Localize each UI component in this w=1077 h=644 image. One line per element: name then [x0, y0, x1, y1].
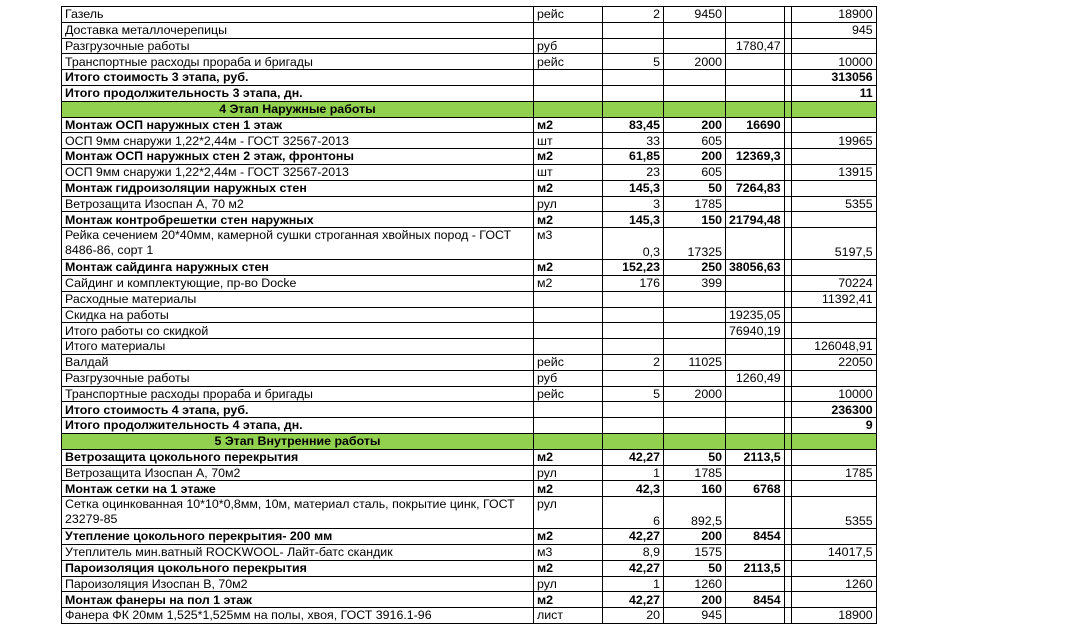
- row-unit-cell[interactable]: м2: [534, 180, 603, 196]
- row-qty-cell[interactable]: [603, 38, 664, 54]
- row-material-cost-cell[interactable]: 313056: [791, 70, 876, 86]
- row-name-cell[interactable]: Итого материалы: [62, 339, 534, 355]
- row-spacer-cell[interactable]: [784, 180, 791, 196]
- row-price-cell[interactable]: [664, 370, 726, 386]
- row-material-cost-cell[interactable]: 5197,5: [791, 228, 876, 260]
- row-unit-cell[interactable]: [534, 291, 603, 307]
- row-price-cell[interactable]: [664, 22, 726, 38]
- row-spacer-cell[interactable]: [784, 291, 791, 307]
- summary-row: [62, 418, 877, 434]
- table-row: [62, 291, 877, 307]
- row-work-cost-cell[interactable]: 16690: [726, 117, 785, 133]
- row-name-cell[interactable]: Фанера ФК 20мм 1,525*1,525мм на полы, хвоя, ГОСТ 3916.1-96: [62, 608, 534, 624]
- summary-row: [62, 117, 877, 133]
- row-name-cell[interactable]: Доставка металлочерепицы: [62, 22, 534, 38]
- row-work-cost-cell[interactable]: [726, 418, 785, 434]
- row-unit-cell[interactable]: шт: [534, 164, 603, 180]
- row-unit-cell[interactable]: рейс: [534, 7, 603, 23]
- row-qty-cell[interactable]: 176: [603, 275, 664, 291]
- row-spacer-cell[interactable]: [784, 307, 791, 323]
- row-name-cell[interactable]: Расходные материалы: [62, 291, 534, 307]
- row-unit-cell[interactable]: шт: [534, 133, 603, 149]
- row-material-cost-cell[interactable]: [791, 260, 876, 276]
- row-material-cost-cell[interactable]: 945: [791, 22, 876, 38]
- row-spacer-cell[interactable]: [784, 370, 791, 386]
- section-empty-cell[interactable]: [726, 101, 785, 117]
- row-price-cell[interactable]: [664, 38, 726, 54]
- row-qty-cell[interactable]: 145,3: [603, 212, 664, 228]
- row-work-cost-cell[interactable]: [726, 22, 785, 38]
- row-work-cost-cell[interactable]: 8454: [726, 592, 785, 608]
- row-unit-cell[interactable]: рул: [534, 465, 603, 481]
- row-work-cost-cell[interactable]: [726, 402, 785, 418]
- row-spacer-cell[interactable]: [784, 402, 791, 418]
- row-name-cell[interactable]: Валдай: [62, 354, 534, 370]
- table-row: [62, 22, 877, 38]
- row-qty-cell[interactable]: 20: [603, 608, 664, 624]
- row-work-cost-cell[interactable]: [726, 576, 785, 592]
- row-qty-cell[interactable]: 5: [603, 386, 664, 402]
- row-name-cell[interactable]: Итого работы со скидкой: [62, 323, 534, 339]
- table-row: [62, 465, 877, 481]
- row-work-cost-cell[interactable]: [726, 275, 785, 291]
- row-work-cost-cell[interactable]: [726, 133, 785, 149]
- table-row: [62, 386, 877, 402]
- row-work-cost-cell[interactable]: [726, 54, 785, 70]
- table-row: [62, 228, 877, 260]
- row-price-cell[interactable]: 200: [664, 529, 726, 545]
- section-empty-cell[interactable]: [534, 101, 603, 117]
- row-unit-cell[interactable]: м3: [534, 544, 603, 560]
- row-name-cell[interactable]: ОСП 9мм снаружи 1,22*2,44м - ГОСТ 32567-2013: [62, 164, 534, 180]
- row-unit-cell[interactable]: [534, 307, 603, 323]
- row-material-cost-cell[interactable]: 10000: [791, 54, 876, 70]
- row-spacer-cell[interactable]: [784, 354, 791, 370]
- row-work-cost-cell[interactable]: 19235,05: [726, 307, 785, 323]
- row-unit-cell[interactable]: руб: [534, 370, 603, 386]
- summary-row: [62, 212, 877, 228]
- row-spacer-cell[interactable]: [784, 529, 791, 545]
- row-price-cell[interactable]: [664, 402, 726, 418]
- row-spacer-cell[interactable]: [784, 85, 791, 101]
- row-qty-cell[interactable]: [603, 85, 664, 101]
- row-material-cost-cell[interactable]: 22050: [791, 354, 876, 370]
- row-spacer-cell[interactable]: [784, 592, 791, 608]
- row-spacer-cell[interactable]: [784, 465, 791, 481]
- row-price-cell[interactable]: 1575: [664, 544, 726, 560]
- row-name-cell[interactable]: Рейка сечением 20*40мм, камерной сушки строганная хвойных пород - ГОСТ 8486-86, сорт 1: [62, 228, 534, 260]
- row-work-cost-cell[interactable]: [726, 85, 785, 101]
- row-name-cell[interactable]: Итого продолжительность 3 этапа, дн.: [62, 85, 534, 101]
- row-qty-cell[interactable]: 23: [603, 164, 664, 180]
- row-qty-cell[interactable]: [603, 339, 664, 355]
- row-work-cost-cell[interactable]: 2113,5: [726, 560, 785, 576]
- row-name-cell[interactable]: Транспортные расходы прораба и бригады: [62, 386, 534, 402]
- row-work-cost-cell[interactable]: 1260,49: [726, 370, 785, 386]
- row-price-cell[interactable]: 250: [664, 260, 726, 276]
- row-material-cost-cell[interactable]: [791, 529, 876, 545]
- row-name-cell[interactable]: Газель: [62, 7, 534, 23]
- row-work-cost-cell[interactable]: [726, 497, 785, 529]
- row-spacer-cell[interactable]: [784, 149, 791, 165]
- row-name-cell[interactable]: Ветрозащита цокольного перекрытия: [62, 449, 534, 465]
- row-qty-cell[interactable]: 2: [603, 7, 664, 23]
- row-name-cell[interactable]: Разгрузочные работы: [62, 370, 534, 386]
- row-unit-cell[interactable]: рул: [534, 497, 603, 529]
- row-name-cell[interactable]: Монтаж сайдинга наружных стен: [62, 260, 534, 276]
- row-unit-cell[interactable]: м2: [534, 481, 603, 497]
- row-work-cost-cell[interactable]: 38056,63: [726, 260, 785, 276]
- row-price-cell[interactable]: [664, 323, 726, 339]
- row-material-cost-cell[interactable]: 1260: [791, 576, 876, 592]
- row-spacer-cell[interactable]: [784, 481, 791, 497]
- row-price-cell[interactable]: 11025: [664, 354, 726, 370]
- row-qty-cell[interactable]: [603, 370, 664, 386]
- row-unit-cell[interactable]: м2: [534, 212, 603, 228]
- row-qty-cell[interactable]: 42,3: [603, 481, 664, 497]
- row-work-cost-cell[interactable]: [726, 291, 785, 307]
- row-price-cell[interactable]: [664, 339, 726, 355]
- row-price-cell[interactable]: 1785: [664, 196, 726, 212]
- row-material-cost-cell[interactable]: [791, 449, 876, 465]
- row-material-cost-cell[interactable]: [791, 180, 876, 196]
- row-spacer-cell[interactable]: [784, 386, 791, 402]
- row-name-cell[interactable]: Пароизоляция Изоспан В, 70м2: [62, 576, 534, 592]
- row-spacer-cell[interactable]: [784, 608, 791, 624]
- row-unit-cell[interactable]: м2: [534, 275, 603, 291]
- row-material-cost-cell[interactable]: [791, 481, 876, 497]
- row-material-cost-cell[interactable]: [791, 307, 876, 323]
- summary-row: [62, 180, 877, 196]
- table-row: [62, 38, 877, 54]
- row-price-cell[interactable]: 200: [664, 117, 726, 133]
- row-qty-cell[interactable]: [603, 418, 664, 434]
- row-name-cell[interactable]: Монтаж фанеры на пол 1 этаж: [62, 592, 534, 608]
- table-row: [62, 576, 877, 592]
- row-qty-cell[interactable]: 42,27: [603, 529, 664, 545]
- row-work-cost-cell[interactable]: 21794,48: [726, 212, 785, 228]
- row-spacer-cell[interactable]: [784, 497, 791, 529]
- summary-row: [62, 560, 877, 576]
- row-work-cost-cell[interactable]: 7264,83: [726, 180, 785, 196]
- row-unit-cell[interactable]: [534, 70, 603, 86]
- row-unit-cell[interactable]: м3: [534, 228, 603, 260]
- row-work-cost-cell[interactable]: 12369,3: [726, 149, 785, 165]
- row-qty-cell[interactable]: 145,3: [603, 180, 664, 196]
- row-material-cost-cell[interactable]: [791, 323, 876, 339]
- row-spacer-cell[interactable]: [784, 22, 791, 38]
- table-row: [62, 370, 877, 386]
- row-work-cost-cell[interactable]: 6768: [726, 481, 785, 497]
- row-material-cost-cell[interactable]: [791, 592, 876, 608]
- row-spacer-cell[interactable]: [784, 339, 791, 355]
- row-qty-cell[interactable]: 2: [603, 354, 664, 370]
- section-empty-cell[interactable]: [534, 433, 603, 449]
- table-row: [62, 133, 877, 149]
- row-qty-cell[interactable]: [603, 70, 664, 86]
- row-price-cell[interactable]: 160: [664, 481, 726, 497]
- row-work-cost-cell[interactable]: 8454: [726, 529, 785, 545]
- row-spacer-cell[interactable]: [784, 544, 791, 560]
- row-price-cell[interactable]: 945: [664, 608, 726, 624]
- summary-row: [62, 592, 877, 608]
- row-spacer-cell[interactable]: [784, 212, 791, 228]
- section-empty-cell[interactable]: [791, 101, 876, 117]
- row-qty-cell[interactable]: 8,9: [603, 544, 664, 560]
- row-unit-cell[interactable]: [534, 418, 603, 434]
- row-price-cell[interactable]: [664, 307, 726, 323]
- summary-row: [62, 85, 877, 101]
- row-price-cell[interactable]: 200: [664, 149, 726, 165]
- row-name-cell[interactable]: Скидка на работы: [62, 307, 534, 323]
- row-price-cell[interactable]: 50: [664, 180, 726, 196]
- table-row: [62, 323, 877, 339]
- row-unit-cell[interactable]: руб: [534, 38, 603, 54]
- row-material-cost-cell[interactable]: [791, 117, 876, 133]
- row-unit-cell[interactable]: [534, 323, 603, 339]
- row-unit-cell[interactable]: м2: [534, 149, 603, 165]
- row-material-cost-cell[interactable]: 11392,41: [791, 291, 876, 307]
- row-unit-cell[interactable]: м2: [534, 260, 603, 276]
- row-name-cell[interactable]: Сайдинг и комплектующие, пр-во Docke: [62, 275, 534, 291]
- row-price-cell[interactable]: 892,5: [664, 497, 726, 529]
- row-qty-cell[interactable]: 61,85: [603, 149, 664, 165]
- row-price-cell[interactable]: [664, 70, 726, 86]
- summary-row: [62, 449, 877, 465]
- table-row: [62, 307, 877, 323]
- row-name-cell[interactable]: Монтаж гидроизоляции наружных стен: [62, 180, 534, 196]
- row-material-cost-cell[interactable]: [791, 212, 876, 228]
- row-qty-cell[interactable]: 42,27: [603, 560, 664, 576]
- row-work-cost-cell[interactable]: [726, 196, 785, 212]
- row-spacer-cell[interactable]: [784, 418, 791, 434]
- row-qty-cell[interactable]: 152,23: [603, 260, 664, 276]
- row-price-cell[interactable]: 200: [664, 592, 726, 608]
- row-unit-cell[interactable]: рейс: [534, 386, 603, 402]
- section-empty-cell[interactable]: [664, 101, 726, 117]
- row-spacer-cell[interactable]: [784, 228, 791, 260]
- section-header-row: [62, 433, 877, 449]
- row-material-cost-cell[interactable]: 70224: [791, 275, 876, 291]
- table-row: [62, 544, 877, 560]
- row-unit-cell[interactable]: рул: [534, 576, 603, 592]
- section-empty-cell[interactable]: [603, 101, 664, 117]
- row-work-cost-cell[interactable]: 76940,19: [726, 323, 785, 339]
- row-price-cell[interactable]: 150: [664, 212, 726, 228]
- row-name-cell[interactable]: Утепление цокольного перекрытия- 200 мм: [62, 529, 534, 545]
- row-spacer-cell[interactable]: [784, 117, 791, 133]
- row-name-cell[interactable]: Пароизоляция цокольного перекрытия: [62, 560, 534, 576]
- row-work-cost-cell[interactable]: [726, 386, 785, 402]
- row-spacer-cell[interactable]: [784, 164, 791, 180]
- row-work-cost-cell[interactable]: [726, 70, 785, 86]
- summary-row: [62, 149, 877, 165]
- summary-row: [62, 481, 877, 497]
- row-material-cost-cell[interactable]: 9: [791, 418, 876, 434]
- row-price-cell[interactable]: 1785: [664, 465, 726, 481]
- row-material-cost-cell[interactable]: 19965: [791, 133, 876, 149]
- row-name-cell[interactable]: Ветрозащита Изоспан А, 70 м2: [62, 196, 534, 212]
- row-spacer-cell[interactable]: [784, 260, 791, 276]
- row-name-cell[interactable]: Утеплитель мин.ватный ROCKWOOL- Лайт-батс скандик: [62, 544, 534, 560]
- row-price-cell[interactable]: [664, 291, 726, 307]
- row-material-cost-cell[interactable]: 236300: [791, 402, 876, 418]
- row-unit-cell[interactable]: м2: [534, 529, 603, 545]
- row-qty-cell[interactable]: [603, 22, 664, 38]
- section-empty-cell[interactable]: [784, 433, 791, 449]
- row-unit-cell[interactable]: [534, 339, 603, 355]
- row-work-cost-cell[interactable]: [726, 228, 785, 260]
- row-price-cell[interactable]: 9450: [664, 7, 726, 23]
- row-price-cell[interactable]: 2000: [664, 386, 726, 402]
- row-price-cell[interactable]: [664, 85, 726, 101]
- row-name-cell[interactable]: Сетка оцинкованная 10*10*0,8мм, 10м, материал сталь, покрытие цинк, ГОСТ 23279-85: [62, 497, 534, 529]
- row-name-cell[interactable]: Монтаж ОСП наружных стен 1 этаж: [62, 117, 534, 133]
- row-material-cost-cell[interactable]: 11: [791, 85, 876, 101]
- row-material-cost-cell[interactable]: [791, 560, 876, 576]
- row-spacer-cell[interactable]: [784, 38, 791, 54]
- row-name-cell[interactable]: Монтаж ОСП наружных стен 2 этаж, фронтоны: [62, 149, 534, 165]
- row-work-cost-cell[interactable]: [726, 164, 785, 180]
- row-price-cell[interactable]: 605: [664, 164, 726, 180]
- row-spacer-cell[interactable]: [784, 7, 791, 23]
- row-qty-cell[interactable]: 83,45: [603, 117, 664, 133]
- summary-row: [62, 70, 877, 86]
- row-work-cost-cell[interactable]: [726, 339, 785, 355]
- row-work-cost-cell[interactable]: 2113,5: [726, 449, 785, 465]
- row-qty-cell[interactable]: 42,27: [603, 449, 664, 465]
- row-price-cell[interactable]: [664, 418, 726, 434]
- row-qty-cell[interactable]: 6: [603, 497, 664, 529]
- row-name-cell[interactable]: Монтаж контробрешетки стен наружных: [62, 212, 534, 228]
- row-work-cost-cell[interactable]: [726, 354, 785, 370]
- row-unit-cell[interactable]: м2: [534, 592, 603, 608]
- row-unit-cell[interactable]: м2: [534, 560, 603, 576]
- section-empty-cell[interactable]: [784, 101, 791, 117]
- row-material-cost-cell[interactable]: 10000: [791, 386, 876, 402]
- row-unit-cell[interactable]: м2: [534, 449, 603, 465]
- row-unit-cell[interactable]: рул: [534, 196, 603, 212]
- row-price-cell[interactable]: 399: [664, 275, 726, 291]
- table-row: [62, 497, 877, 529]
- summary-row: [62, 402, 877, 418]
- row-qty-cell[interactable]: [603, 323, 664, 339]
- table-row: [62, 164, 877, 180]
- row-price-cell[interactable]: 17325: [664, 228, 726, 260]
- row-material-cost-cell[interactable]: 18900: [791, 7, 876, 23]
- row-spacer-cell[interactable]: [784, 576, 791, 592]
- row-material-cost-cell[interactable]: 14017,5: [791, 544, 876, 560]
- row-unit-cell[interactable]: [534, 85, 603, 101]
- row-material-cost-cell[interactable]: [791, 370, 876, 386]
- row-name-cell[interactable]: Итого продолжительность 4 этапа, дн.: [62, 418, 534, 434]
- row-spacer-cell[interactable]: [784, 275, 791, 291]
- section-empty-cell[interactable]: [791, 433, 876, 449]
- table-row: [62, 7, 877, 23]
- row-unit-cell[interactable]: рейс: [534, 54, 603, 70]
- row-price-cell[interactable]: 50: [664, 449, 726, 465]
- row-work-cost-cell[interactable]: [726, 544, 785, 560]
- row-price-cell[interactable]: 605: [664, 133, 726, 149]
- row-material-cost-cell[interactable]: [791, 149, 876, 165]
- row-work-cost-cell[interactable]: [726, 465, 785, 481]
- row-qty-cell[interactable]: 1: [603, 576, 664, 592]
- row-material-cost-cell[interactable]: 1785: [791, 465, 876, 481]
- section-header-row: [62, 101, 877, 117]
- row-price-cell[interactable]: 1260: [664, 576, 726, 592]
- estimate-table: [61, 6, 877, 624]
- section-empty-cell[interactable]: [726, 433, 785, 449]
- row-material-cost-cell[interactable]: 18900: [791, 608, 876, 624]
- row-unit-cell[interactable]: лист: [534, 608, 603, 624]
- row-unit-cell[interactable]: [534, 402, 603, 418]
- row-material-cost-cell[interactable]: [791, 38, 876, 54]
- row-spacer-cell[interactable]: [784, 449, 791, 465]
- row-price-cell[interactable]: 2000: [664, 54, 726, 70]
- row-name-cell[interactable]: Итого стоимость 4 этапа, руб.: [62, 402, 534, 418]
- row-price-cell[interactable]: 50: [664, 560, 726, 576]
- row-qty-cell[interactable]: [603, 307, 664, 323]
- row-material-cost-cell[interactable]: 5355: [791, 196, 876, 212]
- table-row: [62, 54, 877, 70]
- summary-row: [62, 260, 877, 276]
- row-qty-cell[interactable]: 5: [603, 54, 664, 70]
- row-qty-cell[interactable]: 42,27: [603, 592, 664, 608]
- row-qty-cell[interactable]: 33: [603, 133, 664, 149]
- row-unit-cell[interactable]: рейс: [534, 354, 603, 370]
- row-material-cost-cell[interactable]: 5355: [791, 497, 876, 529]
- table-row: [62, 196, 877, 212]
- row-name-cell[interactable]: Разгрузочные работы: [62, 38, 534, 54]
- row-name-cell[interactable]: Транспортные расходы прораба и бригады: [62, 54, 534, 70]
- row-name-cell[interactable]: ОСП 9мм снаружи 1,22*2,44м - ГОСТ 32567-2013: [62, 133, 534, 149]
- row-material-cost-cell[interactable]: 126048,91: [791, 339, 876, 355]
- row-qty-cell[interactable]: 3: [603, 196, 664, 212]
- row-name-cell[interactable]: Монтаж сетки на 1 этаже: [62, 481, 534, 497]
- row-spacer-cell[interactable]: [784, 54, 791, 70]
- row-unit-cell[interactable]: м2: [534, 117, 603, 133]
- row-spacer-cell[interactable]: [784, 560, 791, 576]
- table-row: [62, 275, 877, 291]
- table-row: [62, 608, 877, 624]
- row-spacer-cell[interactable]: [784, 70, 791, 86]
- row-work-cost-cell[interactable]: [726, 608, 785, 624]
- row-qty-cell[interactable]: 1: [603, 465, 664, 481]
- row-qty-cell[interactable]: [603, 402, 664, 418]
- row-spacer-cell[interactable]: [784, 196, 791, 212]
- row-spacer-cell[interactable]: [784, 133, 791, 149]
- table-row: [62, 354, 877, 370]
- row-qty-cell[interactable]: [603, 291, 664, 307]
- table-row: [62, 339, 877, 355]
- row-work-cost-cell[interactable]: 1780,47: [726, 38, 785, 54]
- row-name-cell[interactable]: Ветрозащита Изоспан А, 70м2: [62, 465, 534, 481]
- row-name-cell[interactable]: Итого стоимость 3 этапа, руб.: [62, 70, 534, 86]
- row-unit-cell[interactable]: [534, 22, 603, 38]
- row-qty-cell[interactable]: 0,3: [603, 228, 664, 260]
- row-work-cost-cell[interactable]: [726, 7, 785, 23]
- section-empty-cell[interactable]: [603, 433, 664, 449]
- summary-row: [62, 529, 877, 545]
- row-spacer-cell[interactable]: [784, 323, 791, 339]
- section-title[interactable]: 4 Этап Наружные работы: [62, 101, 534, 117]
- row-material-cost-cell[interactable]: 13915: [791, 164, 876, 180]
- section-empty-cell[interactable]: [664, 433, 726, 449]
- section-title[interactable]: 5 Этап Внутренние работы: [62, 433, 534, 449]
